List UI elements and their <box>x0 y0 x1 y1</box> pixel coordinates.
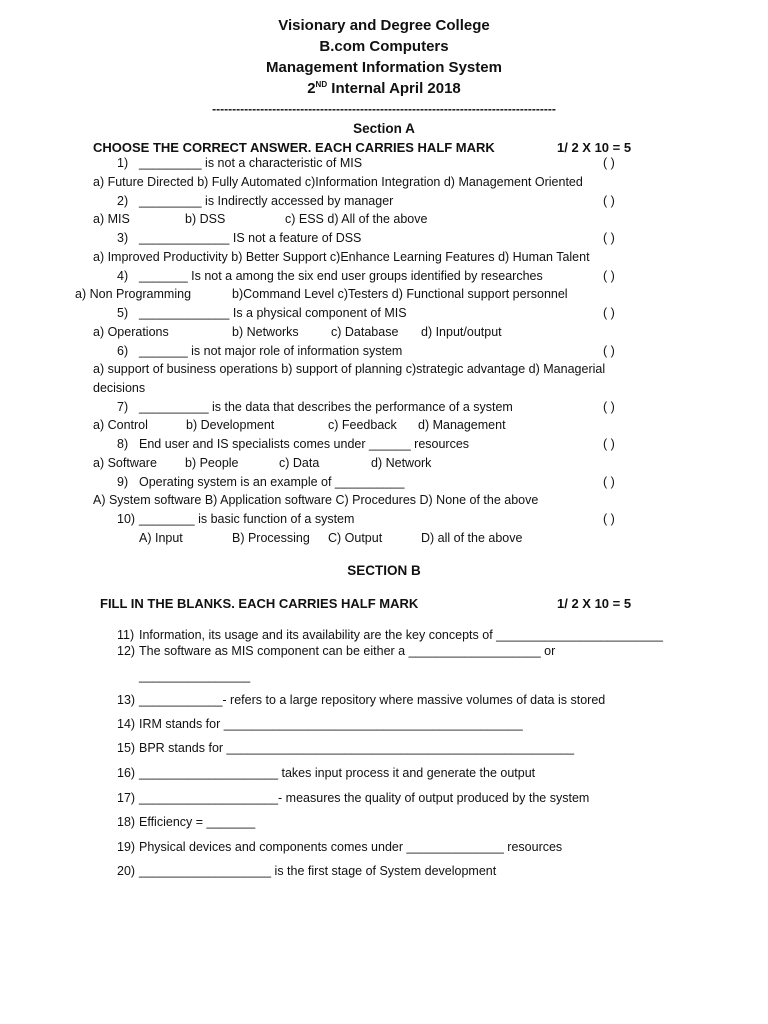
option: a) Non Programming <box>75 287 192 301</box>
section-a-marks: 1/ 2 X 10 = 5 <box>557 140 632 155</box>
item-text: Information, its usage and its availability are the key concepts of ________________________ <box>139 628 663 642</box>
option: c) ESS d) All of the above <box>285 212 428 226</box>
answer-bracket: ( ) <box>603 306 615 320</box>
answer-bracket: ( ) <box>603 512 615 526</box>
question-text: __________ is the data that describes the performance of a system <box>139 400 513 414</box>
option: D) all of the above <box>421 531 523 545</box>
question-number: 7) <box>117 400 129 414</box>
question-text: _______ is not major role of information system <box>139 344 403 358</box>
question-number: 6) <box>117 344 129 358</box>
question-number: 2) <box>117 194 129 208</box>
item-text-cont: ________________ <box>139 669 251 683</box>
exam-ordinal-suffix: ND <box>315 80 328 89</box>
question-options: A) System software B) Application software C) Procedures D) None of the above <box>93 493 539 507</box>
question-text: _________ is Indirectly accessed by manager <box>139 194 394 208</box>
option: b)Command Level c)Testers d) Functional support personnel <box>232 287 568 301</box>
option: c) Feedback <box>328 418 397 432</box>
exam-title <box>0 80 768 97</box>
item-text: ____________- refers to a large repository where massive volumes of data is stored <box>139 693 606 707</box>
question-number: 8) <box>117 437 129 451</box>
item-text: Efficiency = _______ <box>139 815 256 829</box>
question-number: 9) <box>117 475 129 489</box>
option: b) Networks <box>232 325 299 339</box>
course-name: B.com Computers <box>319 38 449 55</box>
answer-bracket: ( ) <box>603 437 615 451</box>
college-name: Visionary and Degree College <box>278 17 490 34</box>
question-number: 10) <box>117 512 136 526</box>
option: b) Development <box>186 418 275 432</box>
option: a) Software <box>93 456 157 470</box>
item-number: 17) <box>117 791 136 805</box>
header-divider: -------------------------------------------------------------------------------------- <box>212 102 556 116</box>
question-text: _______ Is not a among the six end user groups identified by researches <box>139 269 543 283</box>
item-number: 15) <box>117 741 136 755</box>
question-text: _________ is not a characteristic of MIS <box>139 156 363 170</box>
section-b-title: SECTION B <box>347 563 421 578</box>
question-number: 5) <box>117 306 129 320</box>
item-number: 20) <box>117 864 136 878</box>
question-options: a) Future Directed b) Fully Automated c)Information Integration d) Management Oriented <box>93 175 583 189</box>
question-text: End user and IS specialists comes under ______ resources <box>139 437 470 451</box>
section-a-title: Section A <box>353 121 415 136</box>
answer-bracket: ( ) <box>603 344 615 358</box>
exam-ordinal: 2 <box>307 80 316 97</box>
question-options: a) Improved Productivity b) Better Support c)Enhance Learning Features d) Human Talent <box>93 250 590 264</box>
item-number: 14) <box>117 717 136 731</box>
item-number: 16) <box>117 766 136 780</box>
item-text: IRM stands for ___________________________________________ <box>139 717 523 731</box>
item-number: 18) <box>117 815 136 829</box>
question-text: _____________ Is a physical component of MIS <box>139 306 407 320</box>
item-number: 11) <box>117 628 135 642</box>
question-text: ________ is basic function of a system <box>139 512 355 526</box>
exam-title-rest: Internal April 2018 <box>327 80 461 97</box>
answer-bracket: ( ) <box>603 400 615 414</box>
item-text: Physical devices and components comes under ______________ resources <box>139 840 563 854</box>
question-options: a) support of business operations b) support of planning c)strategic advantage d) Managerial <box>93 362 606 376</box>
item-text: ___________________ is the first stage of System development <box>139 864 497 878</box>
item-number: 12) <box>117 644 136 658</box>
option: c) Database <box>331 325 399 339</box>
section-b-marks: 1/ 2 X 10 = 5 <box>557 596 632 611</box>
question-text: Operating system is an example of __________ <box>139 475 405 489</box>
option: d) Management <box>418 418 506 432</box>
option: C) Output <box>328 531 383 545</box>
item-text: ____________________- measures the quality of output produced by the system <box>139 791 590 805</box>
option: b) People <box>185 456 239 470</box>
option: A) Input <box>139 531 183 545</box>
section-b-instruction: FILL IN THE BLANKS. EACH CARRIES HALF MARK <box>100 596 419 611</box>
section-a-instruction: CHOOSE THE CORRECT ANSWER. EACH CARRIES HALF MARK <box>93 140 495 155</box>
answer-bracket: ( ) <box>603 231 615 245</box>
question-text: _____________ IS not a feature of DSS <box>139 231 362 245</box>
answer-bracket: ( ) <box>603 194 615 208</box>
option: B) Processing <box>232 531 310 545</box>
option: b) DSS <box>185 212 226 226</box>
option: c) Data <box>279 456 320 470</box>
question-number: 3) <box>117 231 129 245</box>
item-text: ____________________ takes input process it and generate the output <box>139 766 536 780</box>
option: d) Network <box>371 456 432 470</box>
option: a) Operations <box>93 325 169 339</box>
item-text: BPR stands for __________________________________________________ <box>139 741 575 755</box>
item-number: 19) <box>117 840 136 854</box>
item-number: 13) <box>117 693 136 707</box>
answer-bracket: ( ) <box>603 156 615 170</box>
option: a) Control <box>93 418 148 432</box>
answer-bracket: ( ) <box>603 269 615 283</box>
answer-bracket: ( ) <box>603 475 615 489</box>
question-options-cont: decisions <box>93 381 146 395</box>
item-text: The software as MIS component can be either a ___________________ or <box>139 644 556 658</box>
option: a) MIS <box>93 212 130 226</box>
option: d) Input/output <box>421 325 502 339</box>
question-number: 4) <box>117 269 129 283</box>
subject-name: Management Information System <box>266 59 502 76</box>
question-number: 1) <box>117 156 129 170</box>
